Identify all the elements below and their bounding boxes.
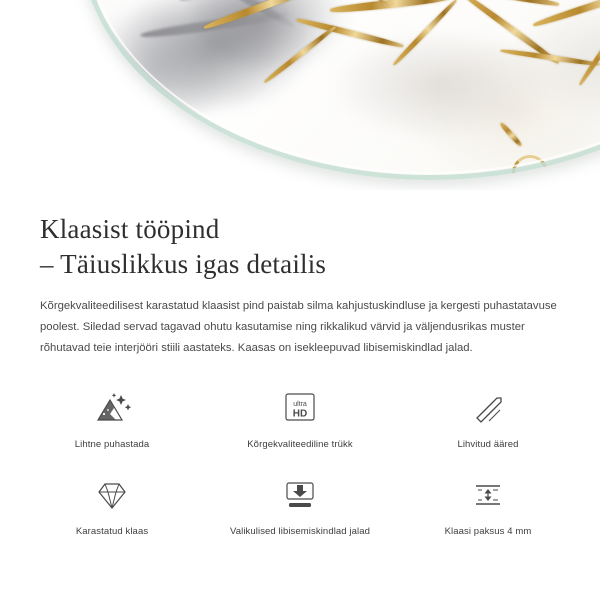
headline-line-2: – Täiuslikkus igas detailis <box>40 249 327 280</box>
feature-item-tempered-glass <box>18 472 206 537</box>
anti-slip-feet-icon <box>277 472 323 518</box>
feature-item-polished-edges <box>394 385 582 450</box>
feature-label: Valikulised libisemiskindlad jalad <box>230 525 370 537</box>
body-paragraph: Kõrgekvaliteedilisest karastatud klaasist pind paistab silma kahjustuskindluse ja kergesti puhastatavuse poolest. Siledad servad tagavad ohutu kasutamise ning rikkalikud värvid ja väljendusrikas muster rõhutavad teie interjööri stiili aastateks. Kaasas on isekleepuvad libisemiskindlad jalad. <box>40 300 557 354</box>
headline-line-1: Klaasist tööpind <box>40 214 220 244</box>
feature-label: Lihtne puhastada <box>74 438 150 450</box>
feature-item-hd-print <box>206 385 394 450</box>
text-section <box>0 190 600 359</box>
feature-grid <box>0 385 600 537</box>
svg-text:HD: HD <box>292 408 308 420</box>
gold-ring-ornament <box>512 155 548 180</box>
feature-label: Lihvitud ääred <box>457 438 519 450</box>
thickness-icon <box>465 472 511 518</box>
polished-edges-icon <box>465 385 511 431</box>
glass-plate-shape <box>80 0 600 180</box>
diamond-icon <box>89 472 135 518</box>
feature-label: Kõrgekvaliteediline trükk <box>247 438 353 450</box>
sparkle-cloth-icon <box>89 385 135 431</box>
feature-item-easy-clean <box>18 385 206 450</box>
svg-text:ultra: ultra <box>293 400 307 408</box>
feature-label: Karastatud klaas <box>75 525 149 537</box>
feature-item-anti-slip-feet <box>206 472 394 537</box>
ultra-hd-icon <box>277 385 323 431</box>
feature-item-thickness <box>394 472 582 537</box>
page-title <box>40 212 560 282</box>
hero-image <box>0 0 600 190</box>
feature-label: Klaasi paksus 4 mm <box>444 525 532 537</box>
